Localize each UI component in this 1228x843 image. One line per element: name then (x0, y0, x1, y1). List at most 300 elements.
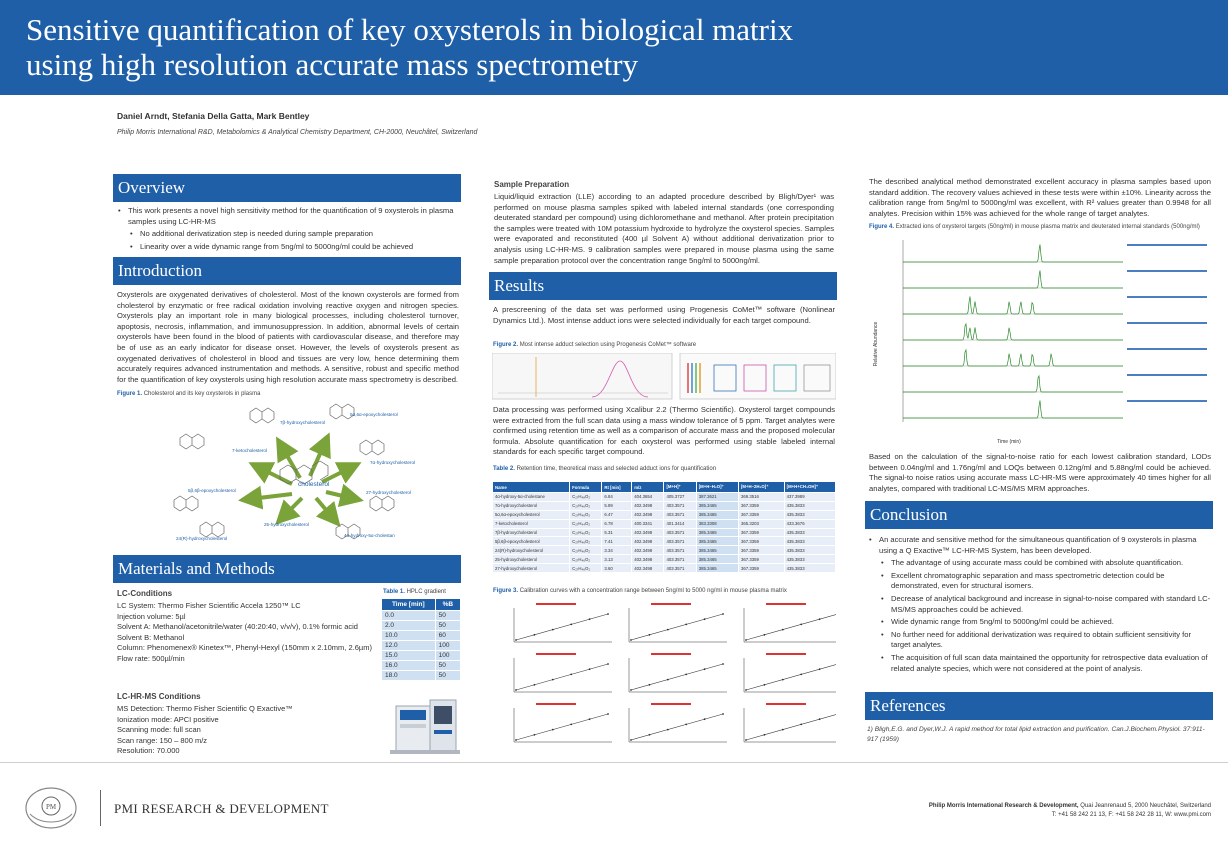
table-cell: 3.13 (602, 555, 632, 564)
table-cell: 402.3498 (632, 537, 664, 546)
ms-condition-line: MS Detection: Thermo Fisher Scientific Q Exactive™ (117, 704, 293, 713)
calibration-point (745, 639, 747, 641)
table-cell: 402.3498 (632, 501, 664, 510)
table-row (382, 671, 461, 681)
calibration-title-mark (536, 603, 576, 605)
table-cell: 435.3833 (784, 537, 835, 546)
calibration-point (685, 674, 687, 676)
diagram-label: 25-hydroxycholesterol (264, 522, 309, 527)
table-cell: 18.0 (382, 671, 436, 681)
calibration-point (667, 679, 669, 681)
table-cell: 435.3833 (784, 528, 835, 537)
calibration-title-mark (536, 653, 576, 655)
table-cell: 402.3498 (632, 528, 664, 537)
table-cell: 385.3465 (696, 528, 738, 537)
calibration-point (552, 629, 554, 631)
calibration-point (685, 624, 687, 626)
calibration-fit-line (746, 714, 836, 740)
calibration-panel (629, 653, 727, 692)
calibration-panel (744, 653, 836, 692)
calibration-axes (514, 658, 612, 692)
table-row (382, 631, 461, 641)
table-cell: C₂₇H₄₆O₂ (570, 555, 602, 564)
conclusion-bullet: • No further need for additional derivatization was required to obtain sufficient sensitivity for target analytes. (869, 630, 1211, 651)
table-1-caption (383, 589, 446, 595)
diagram-label: 27-hydroxycholesterol (366, 490, 411, 495)
calibration-title-mark (651, 703, 691, 705)
calibration-point (515, 739, 517, 741)
calibration-panel (514, 603, 612, 642)
table-cell: 15.0 (382, 651, 436, 661)
overview-bullet: • Linearity over a wide dynamic range from 5ng/ml to 5000ng/ml could be achieved (118, 242, 458, 253)
table-header: [M+H–H₂O]⁺ (696, 482, 738, 493)
conclusion-bullet: • The acquisition of full scan data maintained the opportunity for retrospective data evaluation of related analyte species, which were not considered at the point of analysis. (869, 653, 1211, 674)
pmi-crest-monogram: PM (45, 803, 57, 811)
overview-bullet: • No additional derivatization step is needed during sample preparation (118, 229, 458, 240)
table-row (493, 501, 836, 510)
calibration-title-mark (766, 653, 806, 655)
poster-title-line-1: Sensitive quantification of key oxysterols in biological matrix (26, 12, 794, 47)
table-cell: 401.3414 (664, 519, 696, 528)
figure-3-caption (493, 588, 787, 594)
footer-logo-divider (100, 790, 101, 826)
affiliation: Philip Morris International R&D, Metabolomics & Analytical Chemistry Department, CH-2000, Neuchâtel, Switzerland (117, 129, 478, 136)
table-row (493, 519, 836, 528)
diagram-label: 5β,6β-epoxycholesterol (188, 488, 236, 493)
trace-line (903, 244, 1123, 262)
table-cell: 367.3359 (739, 546, 785, 555)
table-row (382, 611, 461, 621)
calibration-point (649, 734, 651, 736)
calibration-point (630, 739, 632, 741)
introduction-heading: Introduction (113, 257, 461, 285)
calibration-point (764, 634, 766, 636)
calibration-title-mark (766, 703, 806, 705)
authors: Daniel Arndt, Stefania Della Gatta, Mark Bentley (117, 111, 310, 121)
trace-info-mark (1127, 400, 1207, 402)
table-cell: 435.3833 (784, 555, 835, 564)
table-row (493, 510, 836, 519)
table-cell: 7α-hydroxycholesterol (493, 501, 570, 510)
figure-4-label: Figure 4. (869, 224, 895, 230)
calibration-point (589, 718, 591, 720)
trace-line (903, 270, 1123, 288)
figure-4-caption (869, 224, 1200, 230)
poster-title-line-2: using high resolution accurate mass spectrometry (26, 47, 639, 82)
table-cell: 5.31 (602, 528, 632, 537)
pmi-crest-logo (22, 784, 80, 832)
calibration-point (782, 629, 784, 631)
calibration-axes (514, 608, 612, 642)
title-banner (0, 0, 1228, 95)
table-cell: 367.3359 (739, 528, 785, 537)
table-cell: 3.34 (602, 546, 632, 555)
calibration-point (607, 663, 609, 665)
table-1-label: Table 1. (383, 589, 405, 595)
table-cell: C₂₇H₄₆O₂ (570, 501, 602, 510)
table-header: %B (435, 599, 460, 611)
calibration-panel (629, 703, 727, 742)
calibration-title-mark (651, 603, 691, 605)
conclusion-bullet: • Excellent chromatographic separation and mass spectrometric detection could be demonstrated, even for structural isomers. (869, 571, 1211, 592)
calibration-panel (514, 703, 612, 742)
table-cell: 50 (435, 611, 460, 621)
diagram-label-cholesterol: cholesterol (298, 481, 330, 488)
conclusion-bullet: • Decrease of analytical background and increase in signal-to-noise compared with standard LC-MS/MS approaches could be achieved. (869, 594, 1211, 615)
footer-street: Quai Jeanrenaud 5, 2000 Neuchâtel, Switzerland (1078, 803, 1211, 809)
table-cell: 403.3571 (664, 537, 696, 546)
table-cell: 6.84 (602, 493, 632, 502)
calibration-axes (514, 708, 612, 742)
conclusion-heading: Conclusion (865, 501, 1213, 529)
calibration-point (782, 679, 784, 681)
calibration-point (800, 674, 802, 676)
calibration-point (819, 668, 821, 670)
footer-contact: T: +41 58 242 21 13, F: +41 58 242 28 11, W: www.pmi.com (1051, 812, 1211, 818)
ms-condition-line: Scan range: 150 – 800 m/z (117, 735, 208, 745)
table-row (493, 528, 836, 537)
calibration-point (534, 684, 536, 686)
table-cell: 433.3676 (784, 519, 835, 528)
figure-3-text: Calibration curves with a concentration range between 5ng/ml to 5000 ng/ml in mouse plasma matrix (519, 588, 787, 594)
table-1-text: HPLC gradient (406, 589, 446, 595)
table-row (382, 661, 461, 671)
table-cell: C₂₇H₄₆O₂ (570, 564, 602, 573)
calibration-fit-line (631, 614, 723, 640)
calibration-point (552, 729, 554, 731)
calibration-point (722, 663, 724, 665)
table-cell: 50 (435, 671, 460, 681)
conclusion-bullets (869, 535, 1211, 676)
table-cell: 6.78 (602, 519, 632, 528)
table-cell: 403.3571 (664, 510, 696, 519)
calibration-point (704, 618, 706, 620)
table-cell: 385.3465 (696, 537, 738, 546)
calibration-point (649, 684, 651, 686)
table-row (493, 555, 836, 564)
table-header: [M+H–2H₂O]⁺ (739, 482, 785, 493)
calibration-point (534, 634, 536, 636)
calibration-point (589, 618, 591, 620)
table-cell: 404.3654 (632, 493, 664, 502)
calibration-point (570, 624, 572, 626)
materials-heading: Materials and Methods (113, 555, 461, 583)
lc-condition-line: Flow rate: 500µl/min (117, 653, 185, 663)
table-cell: 403.3571 (664, 528, 696, 537)
table-cell: 402.3498 (632, 564, 664, 573)
calibration-point (607, 713, 609, 715)
table-cell: 369.3516 (739, 493, 785, 502)
calibration-panel (514, 653, 612, 692)
trace-line (903, 350, 1123, 366)
calibration-point (764, 734, 766, 736)
diagram-label: 7α-hydroxycholesterol (370, 460, 416, 465)
introduction-text: Oxysterols are oxygenated derivatives of cholesterol. Most of the known oxysterols are formed from cholesterol by enzymatic or free radical oxidation involving reactive oxygen and nitrogen species. Oxysterols play an important role in many biological processes, including cholesterol turnover, apoptosis, necrosis, inflammation, and immunosuppression. In addition, abnormal levels of certain oxysterols have been found in the blood of patients with cardiovascular disease, and therefore may be of use as an early indicator for disease onset. However, the levels of oxysterols present as oxygenated derivatives of cholesterol in blood and tissues are very low, hence determining them accurately requires advanced instrumentation and methods. A sensitive, robust and specific method for the quantification of key oxysterols using high resolution accurate mass spectrometry is described. (117, 290, 459, 384)
calibration-point (515, 639, 517, 641)
table-cell: 367.3359 (739, 555, 785, 564)
table-cell: 4α-hydroxy-5α-cholestane (493, 493, 570, 502)
table-cell: C₂₇H₄₄O₂ (570, 519, 602, 528)
sample-prep-text: Liquid/liquid extraction (LLE) according to an adapted procedure described by Bligh/Dyer¹ was performed on mouse plasma samples spiked with labeled internal standards (one corresponding deuterated standard per compound) using dichloromethane and methanol. After protein precipitation the samples were treated with 10M potassium hydroxide to hydrolyze the oxysterol species. Samples were evaporated and reconstituted (400 µl Solvent A) without additional derivatization prior to analysis using LC-HR-MS. 9 calibration samples were prepared in mouse plasma using the same sample preparation protocol over the concentration range 5ng/ml to 5000ng/ml. (494, 192, 834, 265)
figure-2-screenshots (492, 353, 836, 401)
table-row (382, 651, 461, 661)
calibration-point (685, 724, 687, 726)
calibration-point (552, 679, 554, 681)
overview-bullets (118, 206, 458, 254)
calibration-point (800, 624, 802, 626)
table-cell: 367.3359 (739, 564, 785, 573)
lc-condition-line: Solvent A: Methanol/acetonitrile/water (40:20:40, v/v/v), 0.1% formic acid (117, 622, 358, 632)
calibration-point (745, 739, 747, 741)
table-row (382, 641, 461, 651)
diagram-label: 24(R)-hydroxycholesterol (176, 536, 228, 541)
table-cell: 403.3571 (664, 501, 696, 510)
mass-spectrometer-image (388, 692, 462, 758)
ms-conditions-list (117, 704, 377, 757)
calibration-point (704, 718, 706, 720)
table-header: [M+H]⁺ (664, 482, 696, 493)
table-cell: 385.3465 (696, 564, 738, 573)
calibration-point (782, 729, 784, 731)
trace-info-mark (1127, 296, 1207, 298)
table-cell: C₂₇H₄₆O₂ (570, 546, 602, 555)
chromatogram-trace (903, 296, 1207, 314)
calibration-panel (744, 703, 836, 742)
diagram-label: 7-ketocholesterol (232, 448, 267, 453)
calibration-point (667, 629, 669, 631)
table-cell: 385.3465 (696, 510, 738, 519)
reference-item: 1) Bligh,E.G. and Dyer,W.J. A rapid method for total lipid extraction and purification. Can.J.Biochem.Physiol. 37:911-917 (1959) (867, 726, 1205, 743)
figure-2-label: Figure 2. (493, 342, 519, 348)
figure-2-caption (493, 342, 696, 348)
calibration-point (607, 613, 609, 615)
calibration-fit-line (516, 714, 608, 740)
trace-line (903, 296, 1123, 314)
calibration-point (704, 668, 706, 670)
footer-address (929, 803, 1211, 809)
table-cell: 6.47 (602, 510, 632, 519)
conclusion-bullet: • The advantage of using accurate mass could be combined with absolute quantification. (869, 558, 1211, 569)
table-cell: 7-ketocholesterol (493, 519, 570, 528)
table-cell: 5α,6α-epoxycholesterol (493, 510, 570, 519)
calibration-point (630, 639, 632, 641)
ms-condition-line: Ionization mode: APCI positive (117, 714, 219, 724)
sample-prep-title: Sample Preparation (494, 180, 570, 189)
table-cell: 60 (435, 631, 460, 641)
calibration-point (534, 734, 536, 736)
table-2-caption (493, 466, 716, 472)
results-text-1: A prescreening of the data set was performed using Progenesis CoMet™ software (Nonlinear Dynamics Ltd.). Most intense adduct ions were selected individually for each target compound. (493, 305, 835, 325)
trace-info-mark (1127, 244, 1207, 246)
footer-company: Philip Morris International Research & Development, (928, 803, 1079, 809)
calibration-point (515, 689, 517, 691)
calibration-fit-line (516, 664, 608, 690)
table-cell: 405.3727 (664, 493, 696, 502)
calibration-point (570, 724, 572, 726)
fig4-x-axis-label: Time (min) (997, 439, 1021, 445)
lc-conditions-title: LC-Conditions (117, 589, 173, 598)
ms-condition-line: Resolution: 70.000 (117, 746, 180, 756)
calibration-panel (744, 603, 836, 642)
table-cell: 387.3621 (696, 493, 738, 502)
table-cell: 403.3571 (664, 546, 696, 555)
table-header: Time [min] (382, 599, 436, 611)
chromatogram-trace (903, 244, 1207, 262)
table-cell: C₂₇H₄₆O₂ (570, 510, 602, 519)
table-cell: 5.89 (602, 501, 632, 510)
calibration-title-mark (536, 703, 576, 705)
table-2-label: Table 2. (493, 466, 515, 472)
trace-line (903, 376, 1123, 392)
table-cell: 25-hydroxycholesterol (493, 555, 570, 564)
table-cell: 2.0 (382, 621, 436, 631)
trace-info-mark (1127, 374, 1207, 376)
lc-condition-line: Injection volume: 5µl (117, 611, 186, 621)
diagram-label: 4α-hydroxy-5α-cholestan (344, 533, 395, 538)
table-row (493, 537, 836, 546)
hplc-gradient-table (381, 598, 461, 681)
chromatogram-trace (903, 400, 1207, 418)
table-cell: 383.3308 (696, 519, 738, 528)
calibration-point (570, 674, 572, 676)
table-cell: 3.60 (602, 564, 632, 573)
table-header: [M+H+CH₃OH]⁺ (784, 482, 835, 493)
conclusion-bullet: • An accurate and sensitive method for the simultaneous quantification of 9 oxysterols in plasma using a Q Exactive™ LC-HR-MS System, has been developed. (869, 535, 1211, 556)
calibration-point (589, 668, 591, 670)
pmi-rd-wordmark: PMI RESEARCH & DEVELOPMENT (114, 801, 329, 816)
table-header: Name (493, 482, 570, 493)
figure-1-caption (117, 391, 260, 397)
references-heading: References (865, 692, 1213, 720)
diagram-label: 7β-hydroxycholesterol (280, 420, 326, 425)
calibration-point (667, 729, 669, 731)
calibration-axes (629, 708, 727, 742)
table-cell: 24(R)-hydroxycholesterol (493, 546, 570, 555)
table-row (382, 621, 461, 631)
lc-condition-line: LC System: Thermo Fisher Scientific Accela 1250™ LC (117, 601, 301, 610)
table-cell: 367.3359 (739, 501, 785, 510)
calibration-fit-line (746, 614, 836, 640)
table-cell: 50 (435, 661, 460, 671)
table-cell: 7.41 (602, 537, 632, 546)
table-cell: 437.3989 (784, 493, 835, 502)
calibration-point (630, 689, 632, 691)
footer-divider (0, 762, 1228, 763)
calibration-title-mark (651, 653, 691, 655)
calibration-point (819, 618, 821, 620)
table-cell: 402.3498 (632, 546, 664, 555)
chromatogram-trace (903, 270, 1207, 288)
diagram-label: 5α,6α-epoxycholesterol (350, 412, 398, 417)
lod-text: Based on the calculation of the signal-to-noise ratio for each lowest calibration standard, LODs between 0.04ng/ml and 1.76ng/ml and LOQs between 0.12ng/ml and 5.88ng/ml could be achieved. The signal-to noise ratios using accurate mass LC-HR-MS were approximately 40 times higher for all analytes, compared with traditional LC-MS/MS MRM approaches. (869, 452, 1211, 493)
calibration-title-mark (766, 603, 806, 605)
calibration-fit-line (746, 664, 836, 690)
table-cell: 435.3833 (784, 501, 835, 510)
table-cell: 365.3203 (739, 519, 785, 528)
calibration-point (819, 718, 821, 720)
table-cell: 403.3571 (664, 564, 696, 573)
table-cell: 16.0 (382, 661, 436, 671)
calibration-point (800, 724, 802, 726)
table-header: Formula (570, 482, 602, 493)
table-cell: 100 (435, 641, 460, 651)
table-cell: 10.0 (382, 631, 436, 641)
table-header: Rt [min] (602, 482, 632, 493)
table-header: m/z (632, 482, 664, 493)
trace-info-mark (1127, 322, 1207, 324)
table-cell: 5β,6β-epoxycholesterol (493, 537, 570, 546)
calibration-point (722, 713, 724, 715)
table-cell: 100 (435, 651, 460, 661)
calibration-axes (629, 608, 727, 642)
calibration-fit-line (631, 664, 723, 690)
lc-conditions-list (117, 601, 377, 665)
table-row (493, 493, 836, 502)
table-cell: 385.3465 (696, 501, 738, 510)
trace-line (903, 324, 1123, 340)
calibration-point (745, 689, 747, 691)
table-row (493, 564, 836, 573)
table-cell: 385.3465 (696, 546, 738, 555)
table-cell: 435.3833 (784, 546, 835, 555)
trace-line (903, 400, 1123, 418)
calibration-point (649, 634, 651, 636)
table-cell: 367.3359 (739, 537, 785, 546)
table-cell: 12.0 (382, 641, 436, 651)
results-text-2: Data processing was performed using Xcalibur 2.2 (Thermo Scientific). Oxysterol target compounds were extracted from the full scan data using a mass window tolerance of 5 ppm. Target analytes were confirmed using retention time as well as a comparison of accurate mass and the proposed molecular formula. Absolute quantification for each oxysterol was performed using stable labeled internal standards for each specific target compound. (493, 405, 835, 457)
calibration-point (764, 684, 766, 686)
figure-2-text: Most intense adduct selection using Progenesis CoMet™ software (519, 342, 697, 348)
table-cell: 7β-hydroxycholesterol (493, 528, 570, 537)
results-heading: Results (489, 272, 837, 300)
table-row (493, 546, 836, 555)
table-cell: 27-hydroxycholesterol (493, 564, 570, 573)
table-cell: 0.0 (382, 611, 436, 621)
accuracy-text: The described analytical method demonstrated excellent accuracy in plasma samples based upon standard addition. The recovery values achieved in these tests were within ±10%. Linearity across the calibration range from 5ng/ml to 5000ng/ml was excellent, with R² values greater than 0.9948 for all analytes. Precision within 15% was achieved for the whole range of target analytes. (869, 177, 1211, 218)
chromatogram-trace (903, 348, 1207, 366)
trace-info-mark (1127, 348, 1207, 350)
chromatogram-trace (903, 374, 1207, 392)
retention-time-table (492, 481, 836, 573)
calibration-fit-line (631, 714, 723, 740)
calibration-fit-line (516, 614, 608, 640)
table-cell: C₂₇H₄₆O₂ (570, 537, 602, 546)
calibration-axes (629, 658, 727, 692)
lc-condition-line: Solvent B: Methanol (117, 632, 185, 642)
figure-1-text: Cholesterol and its key oxysterols in plasma (143, 391, 261, 397)
conclusion-bullet: • Wide dynamic range from 5ng/ml to 5000ng/ml could be achieved. (869, 617, 1211, 628)
table-2-text: Retention time, theoretical mass and selected adduct ions for quantification (516, 466, 717, 472)
chromatogram-trace (903, 322, 1207, 340)
table-cell: 50 (435, 621, 460, 631)
figure-3-calibration-curves (492, 598, 836, 750)
table-cell: 435.3833 (784, 510, 835, 519)
table-cell: C₂₇H₄₆O₂ (570, 528, 602, 537)
overview-heading: Overview (113, 174, 461, 202)
figure-1-label: Figure 1. (117, 391, 143, 397)
table-cell: 403.3571 (664, 555, 696, 564)
trace-info-mark (1127, 270, 1207, 272)
overview-bullet: • This work presents a novel high sensitivity method for the quantification of 9 oxysterols in plasma samples using LC-HR-MS (118, 206, 458, 227)
table-cell: 435.3833 (784, 564, 835, 573)
figure-3-label: Figure 3. (493, 588, 519, 594)
table-cell: 402.3498 (632, 510, 664, 519)
table-cell: 367.3359 (739, 510, 785, 519)
table-cell: 385.3465 (696, 555, 738, 564)
table-cell: 402.3498 (632, 555, 664, 564)
figure-4-chromatograms (869, 234, 1213, 446)
table-header-row (493, 482, 836, 493)
